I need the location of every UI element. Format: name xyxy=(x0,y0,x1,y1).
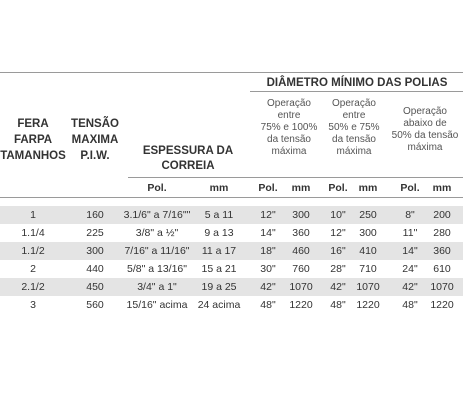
op1-mm-cell: 1070 xyxy=(289,281,313,293)
op1-line-5: máxima xyxy=(271,146,307,157)
op1-line-2: entre xyxy=(277,110,301,121)
op1-line-4: da tensão xyxy=(267,134,311,145)
op2-pol-cell: 10" xyxy=(330,209,346,221)
op2-mm-cell: 410 xyxy=(359,245,377,257)
espessura-mm-cell: 9 a 13 xyxy=(204,227,234,239)
tensao-cell: 440 xyxy=(86,263,104,275)
op2-line-2: entre xyxy=(342,110,366,121)
op-50-75-header xyxy=(324,98,384,158)
espessura-pol-cell: 3/8" a ½" xyxy=(135,227,179,239)
fera-cell: 1.1/4 xyxy=(21,227,45,239)
op2-pol-cell: 16" xyxy=(330,245,346,257)
op2-pol-cell: 12" xyxy=(330,227,346,239)
op1-pol-cell: 14" xyxy=(260,227,276,239)
fera-header-line-3: TAMANHOS xyxy=(0,150,66,162)
tensao-cell: 300 xyxy=(86,245,104,257)
op3-pol-cell: 48" xyxy=(402,299,418,311)
op2-line-1: Operação xyxy=(332,98,376,109)
tensao-cell: 560 xyxy=(86,299,104,311)
tensao-header-line-3: P.I.W. xyxy=(80,150,110,162)
espessura-pol-cell: 7/16" a 11/16" xyxy=(124,245,190,257)
unit-pol-espessura: Pol. xyxy=(147,182,167,194)
op3-mm-cell: 610 xyxy=(433,263,451,275)
units-rule xyxy=(128,177,463,178)
op2-mm-cell: 1070 xyxy=(356,281,380,293)
op2-line-4: da tensão xyxy=(332,134,376,145)
op3-pol-cell: 24" xyxy=(402,263,418,275)
tensao-cell: 450 xyxy=(86,281,104,293)
espessura-pol-cell: 3/4" a 1" xyxy=(137,281,177,293)
fera-cell: 2.1/2 xyxy=(21,281,45,293)
tensao-cell: 225 xyxy=(86,227,104,239)
op1-mm-cell: 300 xyxy=(292,209,310,221)
fera-header-line-1: FERA xyxy=(17,118,49,130)
op1-pol-cell: 48" xyxy=(260,299,276,311)
espessura-pol-cell: 15/16" acima xyxy=(126,299,188,311)
op3-line-4: máxima xyxy=(407,142,443,153)
diametro-rule xyxy=(250,91,463,92)
op3-pol-cell: 14" xyxy=(402,245,418,257)
op2-line-3: 50% e 75% xyxy=(328,122,380,133)
op2-pol-cell: 28" xyxy=(330,263,346,275)
tensao-cell: 160 xyxy=(86,209,104,221)
fera-cell: 2 xyxy=(30,263,36,275)
op2-pol-cell: 42" xyxy=(330,281,346,293)
op1-pol-cell: 30" xyxy=(260,263,276,275)
op3-mm-cell: 280 xyxy=(433,227,451,239)
op1-mm-cell: 460 xyxy=(292,245,310,257)
op2-mm-cell: 710 xyxy=(359,263,377,275)
op3-pol-cell: 8" xyxy=(405,209,415,221)
fera-cell: 3 xyxy=(30,299,36,311)
op2-line-5: máxima xyxy=(336,146,372,157)
espessura-pol-cell: 3.1/6" a 7/16"" xyxy=(123,209,191,221)
fera-cell: 1 xyxy=(30,209,36,221)
op1-mm-cell: 360 xyxy=(292,227,310,239)
espessura-mm-cell: 24 acima xyxy=(197,299,241,311)
op2-mm-cell: 1220 xyxy=(356,299,380,311)
unit-pol-op3: Pol. xyxy=(400,182,420,194)
unit-mm-op3: mm xyxy=(432,182,452,194)
tensao-header-line-2: MAXIMA xyxy=(71,134,119,146)
op1-mm-cell: 760 xyxy=(292,263,310,275)
op1-mm-cell: 1220 xyxy=(289,299,313,311)
op2-mm-cell: 250 xyxy=(359,209,377,221)
op3-mm-cell: 1070 xyxy=(430,281,454,293)
op3-line-2: abaixo de xyxy=(403,118,447,129)
espessura-header-line-1: ESPESSURA DA xyxy=(142,145,234,157)
tensao-header-line-1: TENSÃO xyxy=(71,118,119,130)
op3-pol-cell: 11" xyxy=(402,227,418,239)
op3-pol-cell: 42" xyxy=(402,281,418,293)
op2-pol-cell: 48" xyxy=(330,299,346,311)
espessura-mm-cell: 19 a 25 xyxy=(201,281,237,293)
espessura-mm-cell: 5 a 11 xyxy=(204,209,234,221)
unit-mm-espessura: mm xyxy=(209,182,229,194)
unit-mm-op1: mm xyxy=(291,182,311,194)
op3-mm-cell: 360 xyxy=(433,245,451,257)
op-below-50-header xyxy=(388,106,462,154)
op3-mm-cell: 1220 xyxy=(430,299,454,311)
op1-pol-cell: 12" xyxy=(260,209,276,221)
diametro-header: DIÂMETRO MÍNIMO DAS POLIAS xyxy=(266,77,448,89)
op1-line-3: 75% e 100% xyxy=(260,122,318,133)
espessura-mm-cell: 15 a 21 xyxy=(201,263,237,275)
op2-mm-cell: 300 xyxy=(359,227,377,239)
espessura-mm-cell: 11 a 17 xyxy=(201,245,237,257)
unit-mm-op2: mm xyxy=(358,182,378,194)
fera-cell: 1.1/2 xyxy=(21,245,45,257)
op3-line-1: Operação xyxy=(403,106,447,117)
op-75-100-header xyxy=(257,98,321,158)
header-bottom-rule xyxy=(0,197,463,198)
op1-pol-cell: 42" xyxy=(260,281,276,293)
op1-pol-cell: 18" xyxy=(260,245,276,257)
op1-line-1: Operação xyxy=(267,98,311,109)
top-rule xyxy=(0,72,463,73)
op3-mm-cell: 200 xyxy=(433,209,451,221)
fera-header-line-2: FARPA xyxy=(13,134,53,146)
espessura-pol-cell: 5/8" a 13/16" xyxy=(126,263,188,275)
unit-pol-op2: Pol. xyxy=(328,182,348,194)
espessura-header-line-2: CORREIA xyxy=(161,160,215,172)
unit-pol-op1: Pol. xyxy=(258,182,278,194)
op3-line-3: 50% da tensão xyxy=(391,130,459,141)
